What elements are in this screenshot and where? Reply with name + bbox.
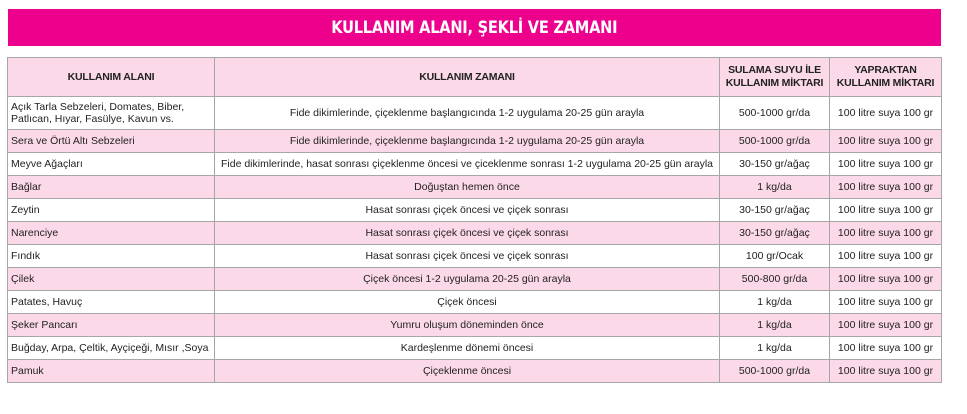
row-foliar: 100 litre suya 100 gr [830,360,942,383]
table-row [8,337,942,360]
header-irrigation-line1: SULAMA SUYU İLE [728,64,821,76]
row-irrigation: 500-1000 gr/da [720,97,830,130]
header-irrigation-line2: KULLANIM MİKTARI [725,77,824,89]
row-irrigation: 30-150 gr/ağaç [720,222,830,245]
row-irrigation: 1 kg/da [720,176,830,199]
header-foliar-line1: YAPRAKTAN [854,64,917,76]
row-foliar: 100 litre suya 100 gr [830,176,942,199]
row-timing: Fide dikimlerinde, çiçeklenme başlangıcında 1-2 uygulama 20-25 gün arayla [215,130,720,153]
row-irrigation: 500-1000 gr/da [720,130,830,153]
row-irrigation: 500-800 gr/da [720,268,830,291]
row-foliar: 100 litre suya 100 gr [830,245,942,268]
row-timing: Çiçek öncesi 1-2 uygulama 20-25 gün arayla [215,268,720,291]
row-area: Şeker Pancarı [8,314,215,337]
row-irrigation: 1 kg/da [720,337,830,360]
table-row [8,199,942,222]
row-timing: Fide dikimlerinde, çiçeklenme başlangıcında 1-2 uygulama 20-25 gün arayla [215,97,720,130]
row-area: Buğday, Arpa, Çeltik, Ayçiçeği, Mısır ,Soya [8,337,215,360]
row-timing: Hasat sonrası çiçek öncesi ve çiçek sonrası [215,199,720,222]
row-area: Meyve Ağaçları [8,153,215,176]
row-area: Patates, Havuç [8,291,215,314]
row-timing: Yumru oluşum döneminden önce [215,314,720,337]
header-timing: KULLANIM ZAMANI [215,58,720,97]
row-foliar: 100 litre suya 100 gr [830,291,942,314]
table-row [8,291,942,314]
row-timing: Hasat sonrası çiçek öncesi ve çiçek sonrası [215,245,720,268]
row-foliar: 100 litre suya 100 gr [830,268,942,291]
row-foliar: 100 litre suya 100 gr [830,314,942,337]
row-irrigation: 30-150 gr/ağaç [720,199,830,222]
usage-table [7,57,942,383]
row-timing: Hasat sonrası çiçek öncesi ve çiçek sonrası [215,222,720,245]
row-area: Fındık [8,245,215,268]
header-foliar [830,58,942,97]
table-row [8,314,942,337]
table-row [8,245,942,268]
row-area: Bağlar [8,176,215,199]
row-foliar: 100 litre suya 100 gr [830,130,942,153]
row-foliar: 100 litre suya 100 gr [830,222,942,245]
row-area-line2: Patlıcan, Hıyar, Fasülye, Kavun vs. [11,113,174,125]
row-foliar: 100 litre suya 100 gr [830,337,942,360]
row-timing: Fide dikimlerinde, hasat sonrası çiçeklenme öncesi ve çiceklenme sonrası 1-2 uygulama 20-25 gün arayla [215,153,720,176]
row-timing: Çiçeklenme öncesi [215,360,720,383]
row-area-line1: Açık Tarla Sebzeleri, Domates, Biber, [11,101,185,113]
row-irrigation: 100 gr/Ocak [720,245,830,268]
row-area [8,97,215,130]
header-irrigation [720,58,830,97]
row-timing: Kardeşlenme dönemi öncesi [215,337,720,360]
header-area: KULLANIM ALANI [8,58,215,97]
table-row [8,176,942,199]
row-area: Çilek [8,268,215,291]
row-area: Sera ve Örtü Altı Sebzeleri [8,130,215,153]
table-row [8,130,942,153]
header-foliar-line2: KULLANIM MİKTARI [836,77,935,89]
row-area: Zeytin [8,199,215,222]
row-area: Pamuk [8,360,215,383]
row-irrigation: 1 kg/da [720,314,830,337]
table-row [8,268,942,291]
row-foliar: 100 litre suya 100 gr [830,153,942,176]
row-foliar: 100 litre suya 100 gr [830,199,942,222]
row-foliar: 100 litre suya 100 gr [830,97,942,130]
title-banner [8,9,941,46]
table-row [8,97,942,130]
row-area: Narenciye [8,222,215,245]
row-irrigation: 1 kg/da [720,291,830,314]
row-irrigation: 500-1000 gr/da [720,360,830,383]
row-timing: Doğuştan hemen önce [215,176,720,199]
row-irrigation: 30-150 gr/ağaç [720,153,830,176]
table-row [8,360,942,383]
page-title: KULLANIM ALANI, ŞEKLİ VE ZAMANI [331,17,618,38]
table-row [8,222,942,245]
table-header-row [8,58,942,97]
row-timing: Çiçek öncesi [215,291,720,314]
table-row [8,153,942,176]
